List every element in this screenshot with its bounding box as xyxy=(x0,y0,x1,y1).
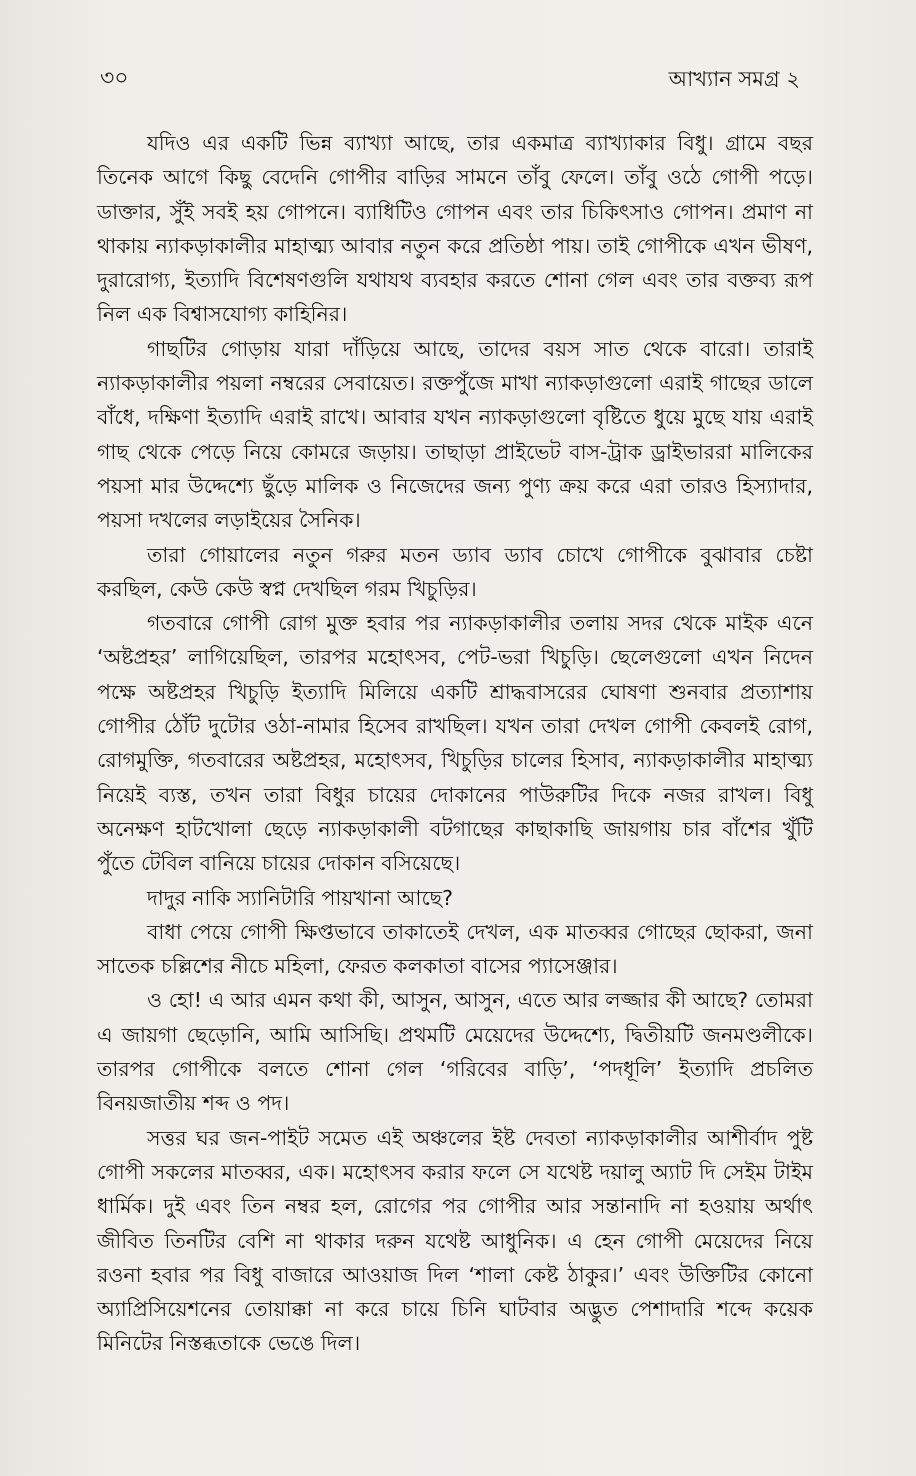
running-head: আখ্যান সমগ্র ২ xyxy=(668,67,800,91)
paragraph-6: বাধা পেয়ে গোপী ক্ষিপ্তভাবে তাকাতেই দেখল, এক মাতব্বর গোছের ছোকরা, জনা সাতেক চল্লিশের নীচে মহিলা, ফেরত কলকাতা বাসের প্যাসেঞ্জার। xyxy=(97,919,813,979)
paragraph-3: তারা গোয়ালের নতুন গরুর মতন ড্যাব ড্যাব চোখে গোপীকে বুঝাবার চেষ্টা করছিল, কেউ কেউ স্বপ্ন দেখছিল গরম খিচুড়ির। xyxy=(97,542,813,601)
paragraph-4: গতবারে গোপী রোগ মুক্ত হবার পর ন্যাকড়াকালীর তলায় সদর থেকে মাইক এনে ‘অষ্টপ্রহর’ লাগিয়েছিল, তারপর মহোৎসব, পেট-ভরা খিচুড়ি। ছেলেগুলো এখন নিদেন পক্ষে অষ্টপ্রহর খিচুড়ি ইত্যাদি মিলিয়ে একটি শ্রাদ্ধবাসরের ঘোষণা শুনবার প্রত্যাশায় গোপীর ঠোঁট দুটোর ওঠা-নামার হিসেব রাখছিল। যখন তারা দেখল গোপী কেবলই রোগ, রোগমুক্তি, গতবারের অষ্টপ্রহর, মহোৎসব, খিচুড়ির চালের হিসাব, ন্যাকড়াকালীর মাহাত্ম্য নিয়েই ব্যস্ত, তখন তারা বিধুর চায়ের দোকানের পাউরুটির দিকে নজর রাখল। বিধু অনেক্ষণ হাটখোলা ছেড়ে ন্যাকড়াকালী বটগাছের কাছাকাছি জায়গায় চার বাঁশের খুঁটি পুঁতে টেবিল বানিয়ে চায়ের দোকান বসিয়েছে। xyxy=(97,611,813,876)
paragraph-5: দাদুর নাকি স্যানিটারি পায়খানা আছে? xyxy=(147,885,453,910)
paragraph-2: গাছটির গোড়ায় যারা দাঁড়িয়ে আছে, তাদের বয়স সাত থেকে বারো। তারাই ন্যাকড়াকালীর পয়লা নম্বরের সেবায়েত। রক্তপুঁজে মাখা ন্যাকড়াগুলো এরাই গাছের ডালে বাঁধে, দক্ষিণা ইত্যাদি এরাই রাখে। আবার যখন ন্যাকড়াগুলো বৃষ্টিতে ধুয়ে মুছে যায় এরাই গাছ থেকে পেড়ে নিয়ে কোমরে জড়ায়। তাছাড়া প্রাইভেট বাস-ট্রাক ড্রাইভাররা মালিকের পয়সা মার উদ্দেশ্যে ছুঁড়ে মালিক ও নিজেদের জন্য পুণ্য ক্রয় করে এরা তারও হিস্যাদার, পয়সা দখলের লড়াইয়ের সৈনিক। xyxy=(97,336,813,533)
page-number: ৩০ xyxy=(100,66,129,91)
paragraph-1: যদিও এর একটি ভিন্ন ব্যাখ্যা আছে, তার একমাত্র ব্যাখ্যাকার বিধু। গ্রামে বছর তিনেক আগে কিছু বেদেনি গোপীর বাড়ির সামনে তাঁবু ফেলে। তাঁবু ওঠে গোপী পড়ে। ডাক্তার, সুঁই সবই হয় গোপনে। ব্যাধিটিও গোপন এবং তার চিকিৎসাও গোপন। প্রমাণ না থাকায় ন্যাকড়াকালীর মাহাত্ম্য আবার নতুন করে প্রতিষ্ঠা পায়। তাই গোপীকে এখন ভীষণ, দুরারোগ্য, ইত্যাদি বিশেষণগুলি যথাযথ ব্যবহার করতে শোনা গেল এবং তার বক্তব্য রূপ নিল এক বিশ্বাসযোগ্য কাহিনির। xyxy=(97,131,813,327)
page-header xyxy=(100,62,800,96)
paragraph-7: ও হো! এ আর এমন কথা কী, আসুন, আসুন, এতে আর লজ্জার কী আছে? তোমরা এ জায়গা ছেড়োনি, আমি আসিছি। প্রথমটি মেয়েদের উদ্দেশ্যে, দ্বিতীয়টি জনমণ্ডলীকে। তারপর গোপীকে বলতে শোনা গেল ‘গরিবের বাড়ি’, ‘পদধূলি’ ইত্যাদি প্রচলিত বিনয়জাতীয় শব্দ ও পদ। xyxy=(97,988,813,1116)
body-text xyxy=(97,126,813,1361)
paragraph-8: সত্তর ঘর জন-পাইট সমেত এই অঞ্চলের ইষ্ট দেবতা ন্যাকড়াকালীর আশীর্বাদ পুষ্ট গোপী সকলের মাতব্বর, এক। মহোৎসব করার ফলে সে যথেষ্ট দয়ালু অ্যাট দি সেইম টাইম ধার্মিক। দুই এবং তিন নম্বর হল, রোগের পর গোপীর আর সন্তানাদি না হওয়ায় অর্থাৎ জীবিত তিনটির বেশি না থাকার দরুন যথেষ্ট আধুনিক। এ হেন গোপী মেয়েদের নিয়ে রওনা হবার পর বিধু বাজারে আওয়াজ দিল ‘শালা কেষ্ট ঠাকুর।’ এবং উক্তিটির কোনো অ্যাপ্রিসিয়েশনের তোয়াক্কা না করে চায়ে চিনি ঘাটবার অদ্ভুত পেশাদারি শব্দে কয়েক মিনিটের নিস্তব্ধতাকে ভেঙে দিল। xyxy=(97,1125,813,1356)
